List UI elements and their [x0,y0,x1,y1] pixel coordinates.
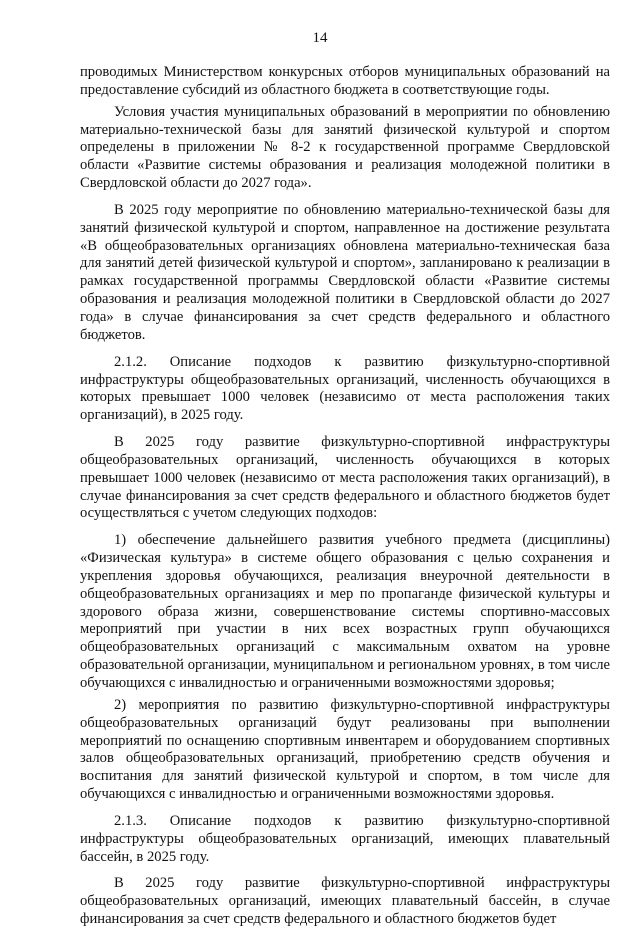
list-item-1: 1) обеспечение дальнейшего развития учебного предмета (дисциплины) «Физическая культура» в системе общего образования с целью сохранения и укрепления здоровья обучающихся, реализация внеурочной деятельности в общеобразовательных организациях и мер по пропаганде физической культуры и здорового образа жизни, совершенствование системы спортивно-массовых мероприятий при участии в них всех возрастных групп обучающихся общеобразовательных организаций с максимальным охватом на уровне образовательной организации, муниципальном и региональном уровнях, в том числе обучающихся с инвалидностью и ограниченными возможностями здоровья; [80,532,610,691]
paragraph-continuation: проводимых Министерством конкурсных отборов муниципальных образований на предоставление субсидий из областного бюджета в соответствующие годы. [80,64,610,98]
section-heading-2-1-3: 2.1.3. Описание подходов к развитию физкультурно-спортивной инфраструктуры общеобразовательных организаций, имеющих плавательный бассейн, в 2025 году. [80,812,610,865]
paragraph-2025-event: В 2025 году мероприятие по обновлению материально-технической базы для занятий физической культурой и спортом, направленное на достижение результата «В общеобразовательных организациях обновлена материально-техническая база для занятий детей физической культурой и спортом», запланировано к реализации в рамках государственной программы Свердловской области «Развитие системы образования и реализация молодежной политики в Свердловской области до 2027 года» в случае финансирования за счет средств федерального и областного бюджетов. [80,201,610,343]
paragraph-conditions: Условия участия муниципальных образований в мероприятии по обновлению материально-технической базы для занятий физической культурой и спортом определены в приложении № 8-2 к государственной программе Свердловской области «Развитие системы образования и реализация молодежной политики в Свердловской области до 2027 года». [80,103,610,192]
section-heading-2-1-2: 2.1.2. Описание подходов к развитию физкультурно-спортивной инфраструктуры общеобразовательных организаций, численность обучающихся в которых превышает 1000 человек (независимо от места расположения таких организаций), в 2025 году. [80,353,610,424]
page-number: 14 [312,30,328,46]
paragraph-2025-development: В 2025 году развитие физкультурно-спортивной инфраструктуры общеобразовательных организаций, численность обучающихся в которых превышает 1000 человек (независимо от места расположения таких организаций), в случае финансирования за счет средств федерального и областного бюджетов будет осуществляться с учетом следующих подходов: [80,434,610,522]
document-body [80,64,610,929]
paragraph-2025-pool: В 2025 году развитие физкультурно-спортивной инфраструктуры общеобразовательных организаций, имеющих плавательный бассейн, в случае финансирования за счет средств федерального и областного бюджетов будет [80,875,610,928]
list-item-2: 2) мероприятия по развитию физкультурно-спортивной инфраструктуры общеобразовательных организаций будут реализованы при выполнении мероприятий по оснащению спортивным инвентарем и оборудованием спортивных залов общеобразовательных организаций, приобретению средств обучения и воспитания для занятий физической культурой и спортом, в том числе для обучающихся с инвалидностью и ограниченными возможностями здоровья. [80,696,610,803]
